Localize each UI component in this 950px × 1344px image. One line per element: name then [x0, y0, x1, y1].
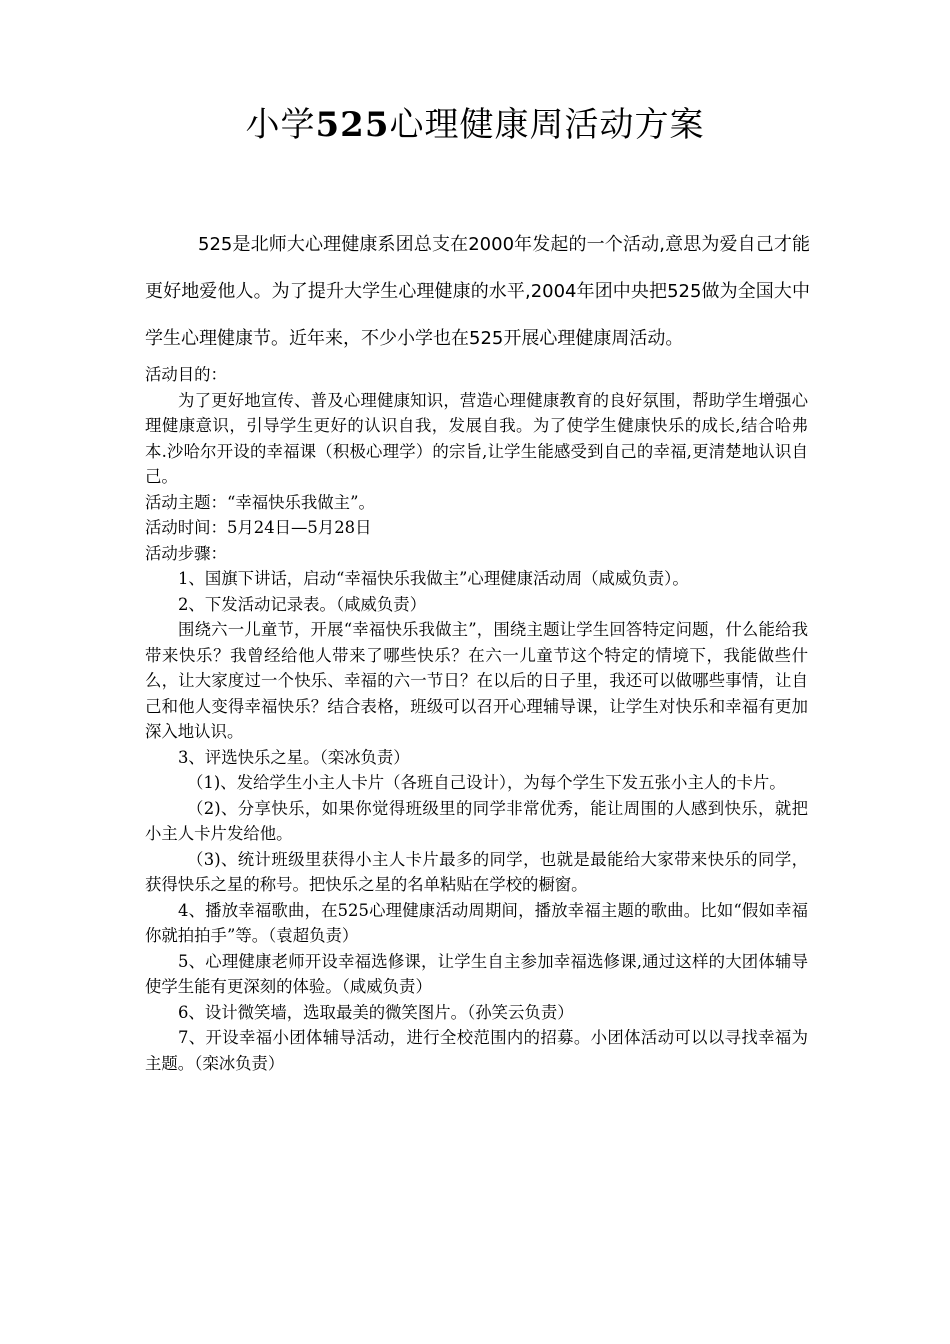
title-prefix: 小学: [245, 105, 316, 145]
time-line: 活动时间：5月24日—5月28日: [145, 518, 372, 537]
step-item: 7、开设幸福小团体辅导活动，进行全校范围内的招募。小团体活动可以以寻找幸福为主题。（栾冰负责）: [145, 1028, 808, 1073]
document-title: [0, 101, 950, 149]
title-number: 525: [315, 105, 390, 145]
step-item: 1、国旗下讲话，启动“幸福快乐我做主”心理健康活动周（咸威负责）。: [178, 569, 689, 588]
purpose-heading: 活动目的：: [145, 365, 227, 384]
steps-heading: 活动步骤：: [145, 543, 227, 563]
step-item: 围绕六一儿童节，开展“幸福快乐我做主”，围绕主题让学生回答特定问题，什么能给我带来快乐？我曾经给他人带来了哪些快乐？在六一儿童节这个特定的情境下，我能做些什么，让大家度过一个快乐、幸福的六一节日？在以后的日子里，我还可以做哪些事情，让自己和他人变得幸福快乐？结合表格，班级可以召开心理辅导课，让学生对快乐和幸福有更加深入地认识。: [145, 620, 808, 741]
title-suffix: 心理健康周活动方案: [389, 105, 705, 145]
step-item: 4、播放幸福歌曲，在525心理健康活动周期间，播放幸福主题的歌曲。比如“假如幸福你就拍拍手”等。（袁超负责）: [145, 900, 808, 945]
step-subitem: （2)、分享快乐，如果你觉得班级里的同学非常优秀，能让周围的人感到快乐，就把小主人卡片发给他。: [145, 798, 808, 843]
theme-line: 活动主题：“幸福快乐我做主”。: [145, 492, 375, 512]
step-item: 3、评选快乐之星。（栾冰负责）: [178, 747, 410, 767]
step-item: 2、下发活动记录表。（咸威负责）: [178, 594, 427, 614]
document-body: [145, 362, 808, 1076]
step-subitem: （3)、统计班级里获得小主人卡片最多的同学，也就是最能给大家带来快乐的同学，获得快乐之星的称号。把快乐之星的名单粘贴在学校的橱窗。: [145, 849, 808, 894]
step-item: 5、心理健康老师开设幸福选修课，让学生自主参加幸福选修课,通过这样的大团体辅导使学生能有更深刻的体验。（咸威负责）: [145, 951, 808, 996]
purpose-paragraph: 为了更好地宣传、普及心理健康知识，营造心理健康教育的良好氛围，帮助学生增强心理健康意识，引导学生更好的认识自我，发展自我。为了使学生健康快乐的成长,结合哈弗本.沙哈尔开设的幸福课（积极心理学）的宗旨,让学生能感受到自己的幸福,更清楚地认识自己。: [145, 390, 808, 486]
step-item: 6、设计微笑墙，选取最美的微笑图片。（孙笑云负责）: [178, 1002, 574, 1022]
intro-paragraph: 525是北师大心理健康系团总支在2000年发起的一个活动,意思为爱自己才能更好地爱他人。为了提升大学生心理健康的水平,2004年团中央把525做为全国大中学生心理健康节。近年来，不少小学也在525开展心理健康周活动。: [145, 234, 810, 349]
step-subitem: （1)、发给学生小主人卡片（各班自己设计），为每个学生下发五张小主人的卡片。: [187, 773, 786, 792]
